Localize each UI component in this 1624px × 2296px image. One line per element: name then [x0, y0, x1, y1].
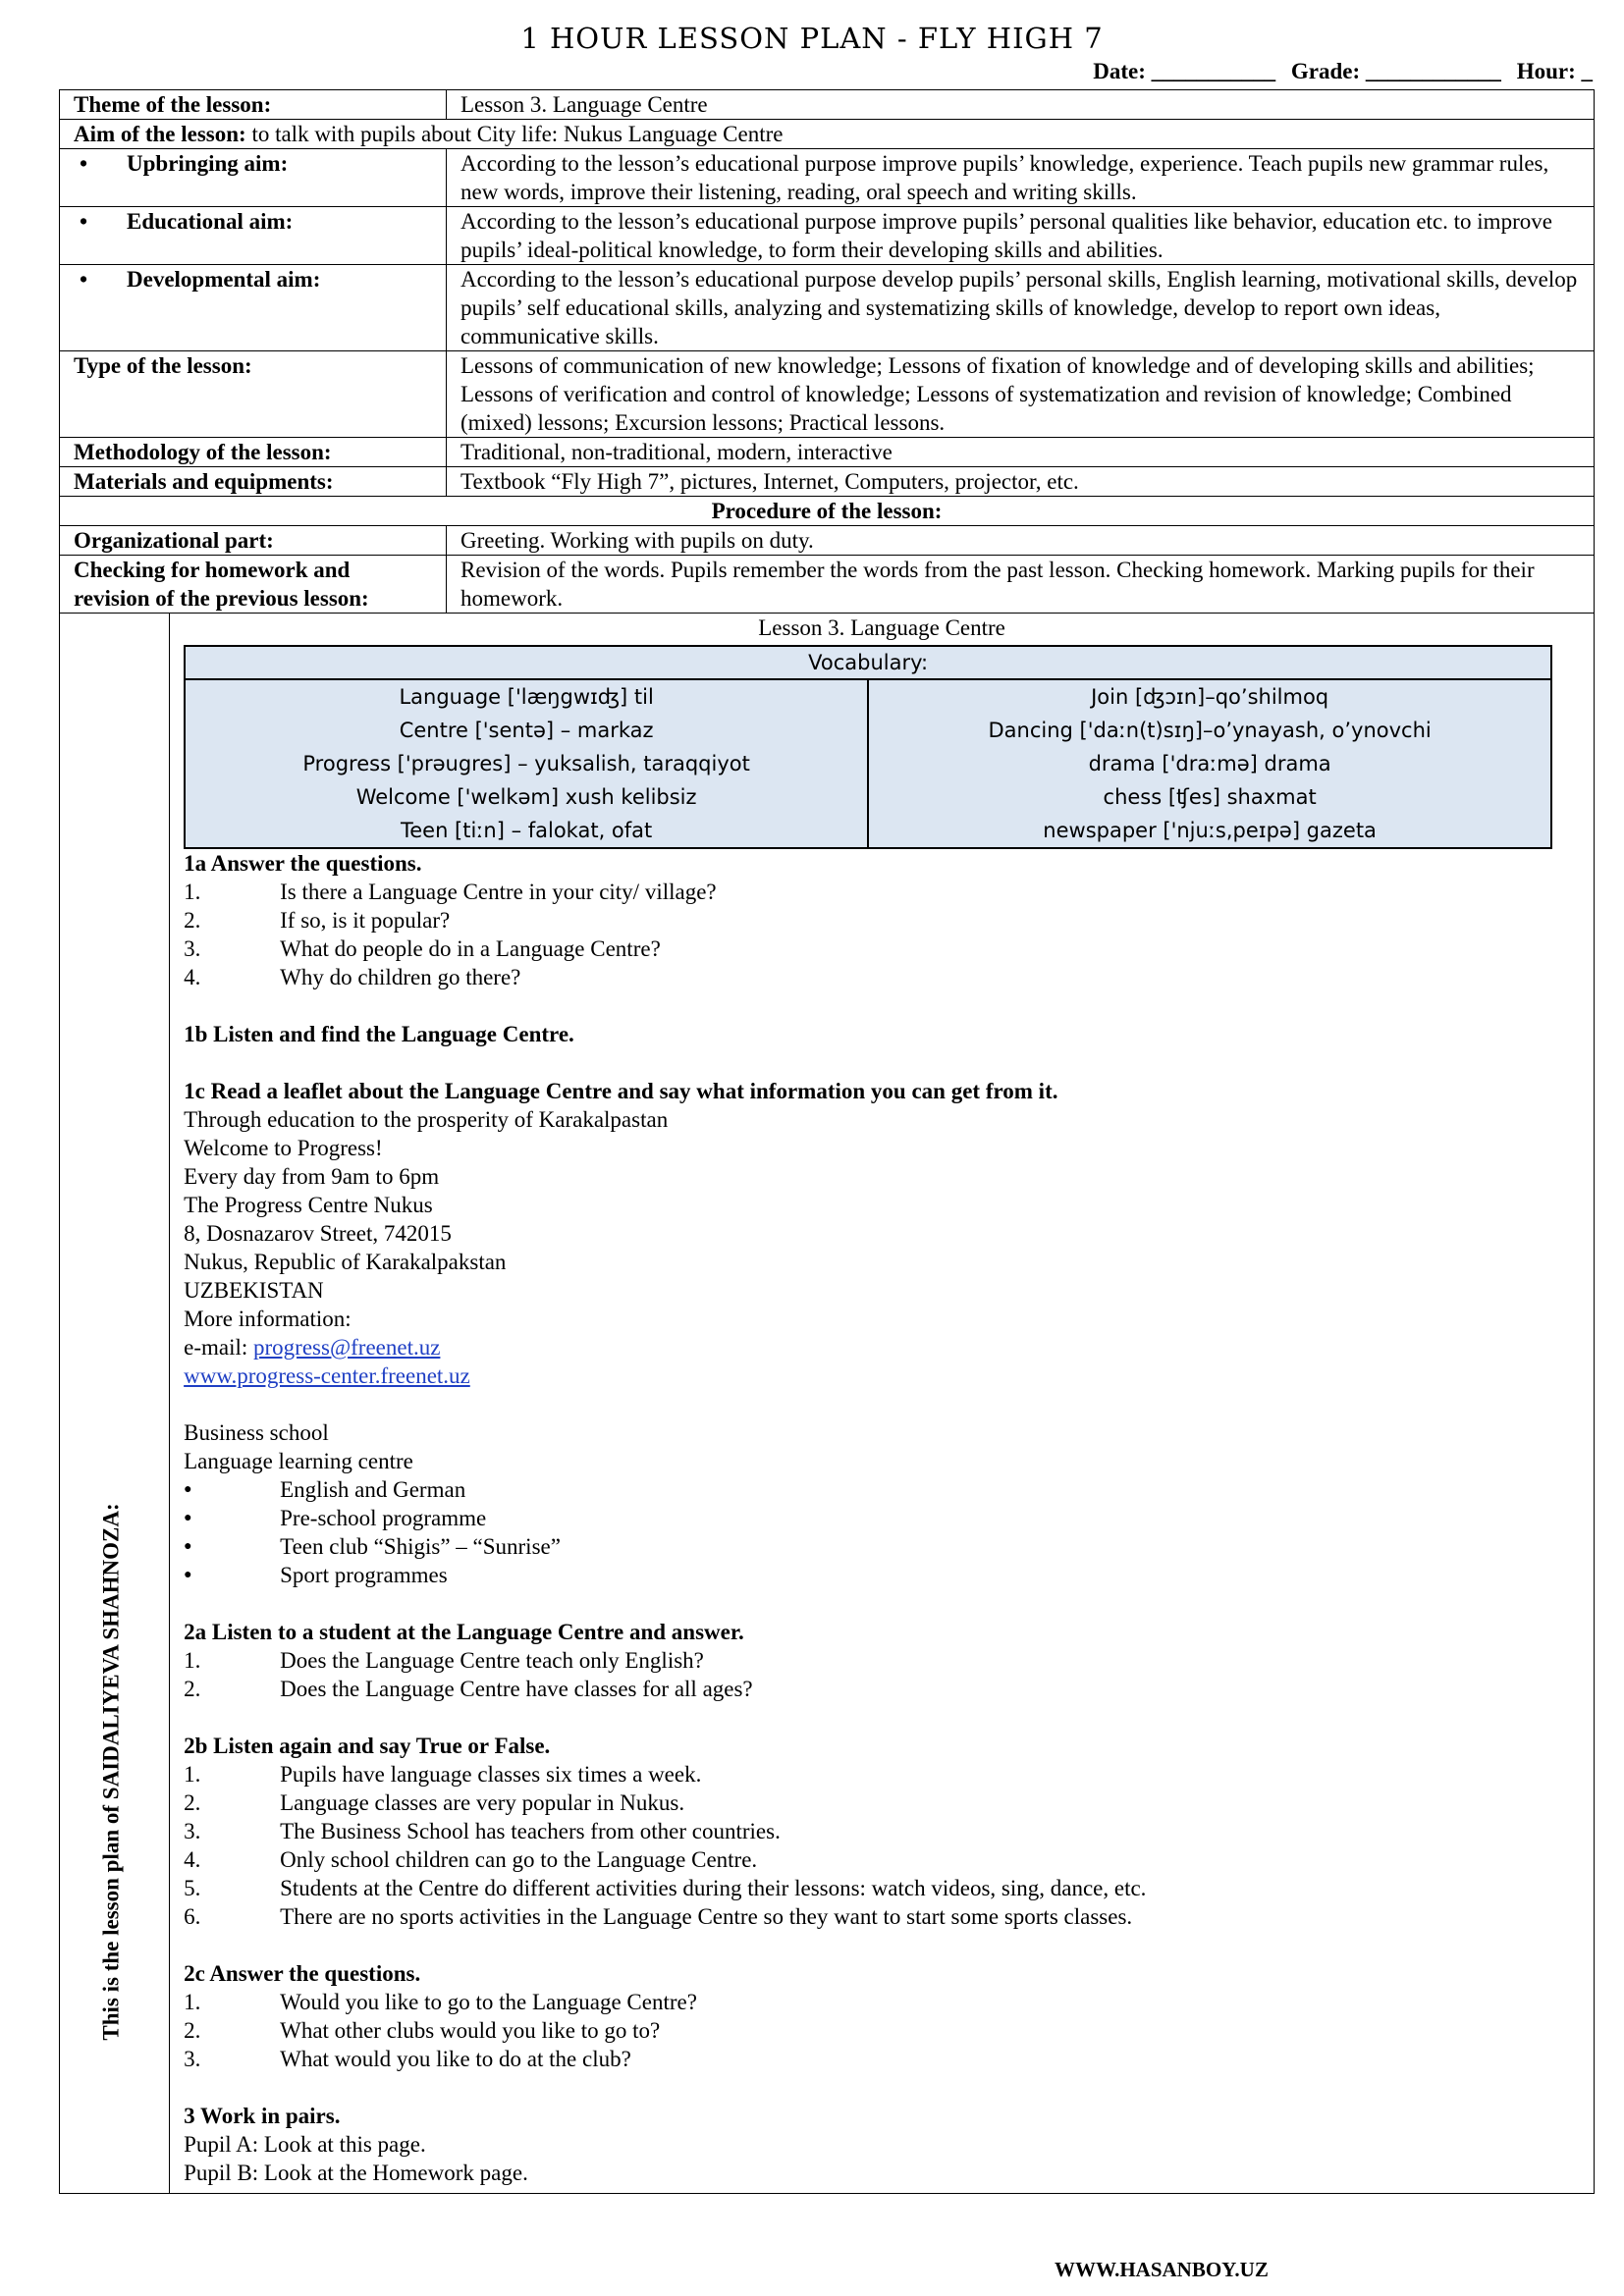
list-item: [184, 906, 1580, 934]
item-number: 3.: [184, 2047, 201, 2071]
lesson-subtitle: Lesson 3. Language Centre: [758, 615, 1005, 640]
item-text: What do people do in a Language Centre?: [280, 936, 661, 961]
leaflet-line: Nukus, Republic of Karakalpakstan: [184, 1250, 507, 1274]
list-item: [184, 1874, 1580, 1902]
checking-label: [60, 556, 447, 614]
item-number: 4.: [184, 1847, 201, 1872]
upbringing-label-cell: [60, 149, 447, 207]
vocab-item: Centre ['sentə] – markaz: [399, 719, 654, 742]
upbringing-label: Upbringing aim:: [127, 151, 289, 176]
methodology-row: [60, 438, 1595, 467]
list-item: [184, 878, 1580, 906]
exercise-3-title: 3 Work in pairs.: [184, 2104, 341, 2128]
list-item: [184, 2016, 1580, 2045]
bullet-icon: •: [80, 151, 88, 176]
item-text: The Business School has teachers from other countries.: [280, 1819, 781, 1843]
item-number: 1.: [184, 880, 201, 904]
vocab-item: Join [ʤɔɪn]–qo’shilmoq: [1091, 685, 1329, 709]
lesson-content-row: [60, 614, 1595, 2194]
bullet-icon: ●: [184, 1482, 192, 1497]
organizational-label: Organizational part:: [60, 526, 447, 556]
item-text: Sport programmes: [280, 1563, 448, 1587]
item-text: Does the Language Centre teach only English?: [280, 1648, 704, 1673]
vocabulary-right-column: [868, 679, 1551, 848]
item-text: If so, is it popular?: [280, 908, 451, 933]
website-link[interactable]: www.progress-center.freenet.uz: [184, 1363, 470, 1388]
type-value: Lessons of communication of new knowledge; Lessons of fixation of knowledge and of developing skills and abilities; Lessons of verification and control of knowledge; Lessons of systematization and revision of knowledge; Combined (mixed) lessons; Excursion lessons; Practical lessons.: [447, 351, 1595, 438]
list-item: [184, 934, 1580, 963]
materials-value: Textbook “Fly High 7”, pictures, Internet, Computers, projector, etc.: [447, 467, 1595, 497]
list-item: [184, 1475, 1580, 1504]
exercise-1c-title: 1c Read a leaflet about the Language Centre and say what information you can get from it.: [184, 1079, 1058, 1103]
leaflet-line: UZBEKISTAN: [184, 1278, 324, 1303]
materials-label: Materials and equipments:: [60, 467, 447, 497]
item-text: Only school children can go to the Language Centre.: [280, 1847, 758, 1872]
theme-label: Theme of the lesson:: [60, 90, 447, 120]
aim-row: [60, 120, 1595, 149]
bullet-icon: ●: [184, 1539, 192, 1554]
bullet-icon: •: [80, 267, 88, 292]
vocab-item: drama ['draːmə] drama: [1088, 752, 1331, 775]
item-number: 2.: [184, 2018, 201, 2043]
aim-value: to talk with pupils about City life: Nukus Language Centre: [245, 122, 784, 146]
vocab-item: Teen [tiːn] – falokat, ofat: [400, 819, 653, 842]
list-item: [184, 1532, 1580, 1561]
checking-label-line-2: revision of the previous lesson:: [74, 586, 369, 611]
bullet-icon: ●: [184, 1568, 192, 1582]
list-item: [184, 1845, 1580, 1874]
type-label: Type of the lesson:: [60, 351, 447, 438]
educational-label-cell: [60, 207, 447, 265]
item-text: Would you like to go to the Language Centre?: [280, 1990, 697, 2014]
exercise-2b-title: 2b Listen again and say True or False.: [184, 1734, 551, 1758]
email-link[interactable]: progress@freenet.uz: [253, 1335, 441, 1360]
bullet-icon: •: [80, 209, 88, 234]
vocab-item: Language ['læŋgwɪʤ] til: [399, 685, 654, 709]
lesson-content: [170, 614, 1595, 2194]
aim-label: Aim of the lesson:: [74, 122, 246, 146]
vocabulary-left-column: [185, 679, 868, 848]
side-author-label: This is the lesson plan of SAIDALIYEVA SHAHNOZA:: [98, 1503, 124, 2041]
item-number: 2.: [184, 1790, 201, 1815]
item-number: 2.: [184, 908, 201, 933]
item-text: English and German: [280, 1477, 466, 1502]
vocabulary-table: [184, 645, 1552, 849]
vocab-item: Dancing ['daːn(t)sɪŋ]–o’ynayash, o’ynovchi: [988, 719, 1432, 742]
developmental-row: [60, 265, 1595, 351]
footer-website: WWW.HASANBOY.UZ: [1055, 2258, 1269, 2281]
item-text: Pupils have language classes six times a week.: [280, 1762, 702, 1787]
leaflet-line: Every day from 9am to 6pm: [184, 1164, 440, 1189]
email-line: [184, 1333, 1580, 1362]
item-number: 4.: [184, 965, 201, 989]
pair-work-line: Pupil B: Look at the Homework page.: [184, 2161, 528, 2185]
checking-row: [60, 556, 1595, 614]
organizational-value: Greeting. Working with pupils on duty.: [447, 526, 1595, 556]
theme-value: Lesson 3. Language Centre: [447, 90, 1595, 120]
materials-row: [60, 467, 1595, 497]
item-text: What other clubs would you like to go to?: [280, 2018, 661, 2043]
date-grade-hour-line: [1083, 59, 1593, 84]
procedure-heading: Procedure of the lesson:: [60, 497, 1595, 526]
exercise-2a-title: 2a Listen to a student at the Language Centre and answer.: [184, 1620, 744, 1644]
item-number: 1.: [184, 1762, 201, 1787]
vocab-item: Welcome ['welkəm] xush kelibsiz: [355, 785, 697, 809]
exercise-1a-title: 1a Answer the questions.: [184, 851, 422, 876]
page-title: 1 HOUR LESSON PLAN - FLY HIGH 7: [520, 22, 1104, 55]
item-number: 3.: [184, 936, 201, 961]
item-text: Does the Language Centre have classes for all ages?: [280, 1677, 753, 1701]
vocab-item: newspaper ['njuːs,peɪpə] gazeta: [1043, 819, 1377, 842]
list-item: [184, 1789, 1580, 1817]
vocab-item: Progress ['prəugres] – yuksalish, taraqqiyot: [302, 752, 750, 775]
grade-field: Grade: ____________: [1290, 59, 1501, 83]
item-text: Language classes are very popular in Nukus.: [280, 1790, 685, 1815]
business-school-text: Business school: [184, 1420, 329, 1445]
aim-cell: [60, 120, 1595, 149]
vocabulary-header: Vocabulary:: [185, 646, 1551, 679]
list-item: [184, 1988, 1580, 2016]
list-item: [184, 2045, 1580, 2073]
item-text: What would you like to do at the club?: [280, 2047, 631, 2071]
list-item: [184, 1561, 1580, 1589]
item-number: 3.: [184, 1819, 201, 1843]
exercise-1b-title: 1b Listen and find the Language Centre.: [184, 1022, 574, 1046]
checking-label-line-1: Checking for homework and: [74, 558, 351, 582]
list-item: [184, 1675, 1580, 1703]
hour-field: Hour: _: [1516, 59, 1593, 83]
procedure-row: [60, 497, 1595, 526]
educational-label: Educational aim:: [127, 209, 294, 234]
side-label-cell: [60, 614, 170, 2194]
item-number: 1.: [184, 1990, 201, 2014]
list-item: [184, 1902, 1580, 1931]
upbringing-row: [60, 149, 1595, 207]
methodology-label: Methodology of the lesson:: [60, 438, 447, 467]
theme-row: [60, 90, 1595, 120]
educational-row: [60, 207, 1595, 265]
list-item: [184, 1760, 1580, 1789]
educational-value: According to the lesson’s educational purpose improve pupils’ personal qualities like behavior, education etc. to improve pupils’ ideal-political knowledge, to form their developing skills and abilities.: [447, 207, 1595, 265]
leaflet-line: 8, Dosnazarov Street, 742015: [184, 1221, 452, 1246]
leaflet-line: More information:: [184, 1307, 352, 1331]
email-label: e-mail:: [184, 1335, 254, 1360]
item-text: There are no sports activities in the Language Centre so they want to start some sports classes.: [280, 1904, 1133, 1929]
lesson-plan-table: [59, 89, 1595, 2194]
checking-value: Revision of the words. Pupils remember the words from the past lesson. Checking homework. Marking pupils for their homework.: [447, 556, 1595, 614]
upbringing-value: According to the lesson’s educational purpose improve pupils’ knowledge, experience. Teach pupils new grammar rules, new words, improve their listening, reading, oral speech and writing skills.: [447, 149, 1595, 207]
methodology-value: Traditional, non-traditional, modern, interactive: [447, 438, 1595, 467]
item-number: 2.: [184, 1677, 201, 1701]
list-item: [184, 963, 1580, 991]
type-row: [60, 351, 1595, 438]
language-centre-text: Language learning centre: [184, 1449, 413, 1473]
leaflet-line: Through education to the prosperity of Karakalpastan: [184, 1107, 669, 1132]
list-item: [184, 1504, 1580, 1532]
item-number: 6.: [184, 1904, 201, 1929]
item-text: Why do children go there?: [280, 965, 521, 989]
item-text: Pre-school programme: [280, 1506, 487, 1530]
bullet-icon: ●: [184, 1511, 192, 1525]
item-number: 1.: [184, 1648, 201, 1673]
item-text: Teen club “Shigis” – “Sunrise”: [280, 1534, 561, 1559]
pair-work-line: Pupil A: Look at this page.: [184, 2132, 426, 2157]
vocab-item: chess [ʧes] shaxmat: [1103, 785, 1317, 809]
leaflet-line: Welcome to Progress!: [184, 1136, 383, 1160]
item-text: Students at the Centre do different activities during their lessons: watch videos, sing, dance, etc.: [280, 1876, 1147, 1900]
organizational-row: [60, 526, 1595, 556]
developmental-value: According to the lesson’s educational purpose develop pupils’ personal skills, English learning, motivational skills, develop pupils’ self educational skills, analyzing and systematizing skills of knowledge, develop to report own ideas, communicative skills.: [447, 265, 1595, 351]
list-item: [184, 1646, 1580, 1675]
developmental-label-cell: [60, 265, 447, 351]
developmental-label: Developmental aim:: [127, 267, 321, 292]
exercise-2c-title: 2c Answer the questions.: [184, 1961, 421, 1986]
leaflet-line: The Progress Centre Nukus: [184, 1193, 433, 1217]
list-item: [184, 1817, 1580, 1845]
item-number: 5.: [184, 1876, 201, 1900]
item-text: Is there a Language Centre in your city/ village?: [280, 880, 717, 904]
date-field: Date: ___________: [1093, 59, 1276, 83]
